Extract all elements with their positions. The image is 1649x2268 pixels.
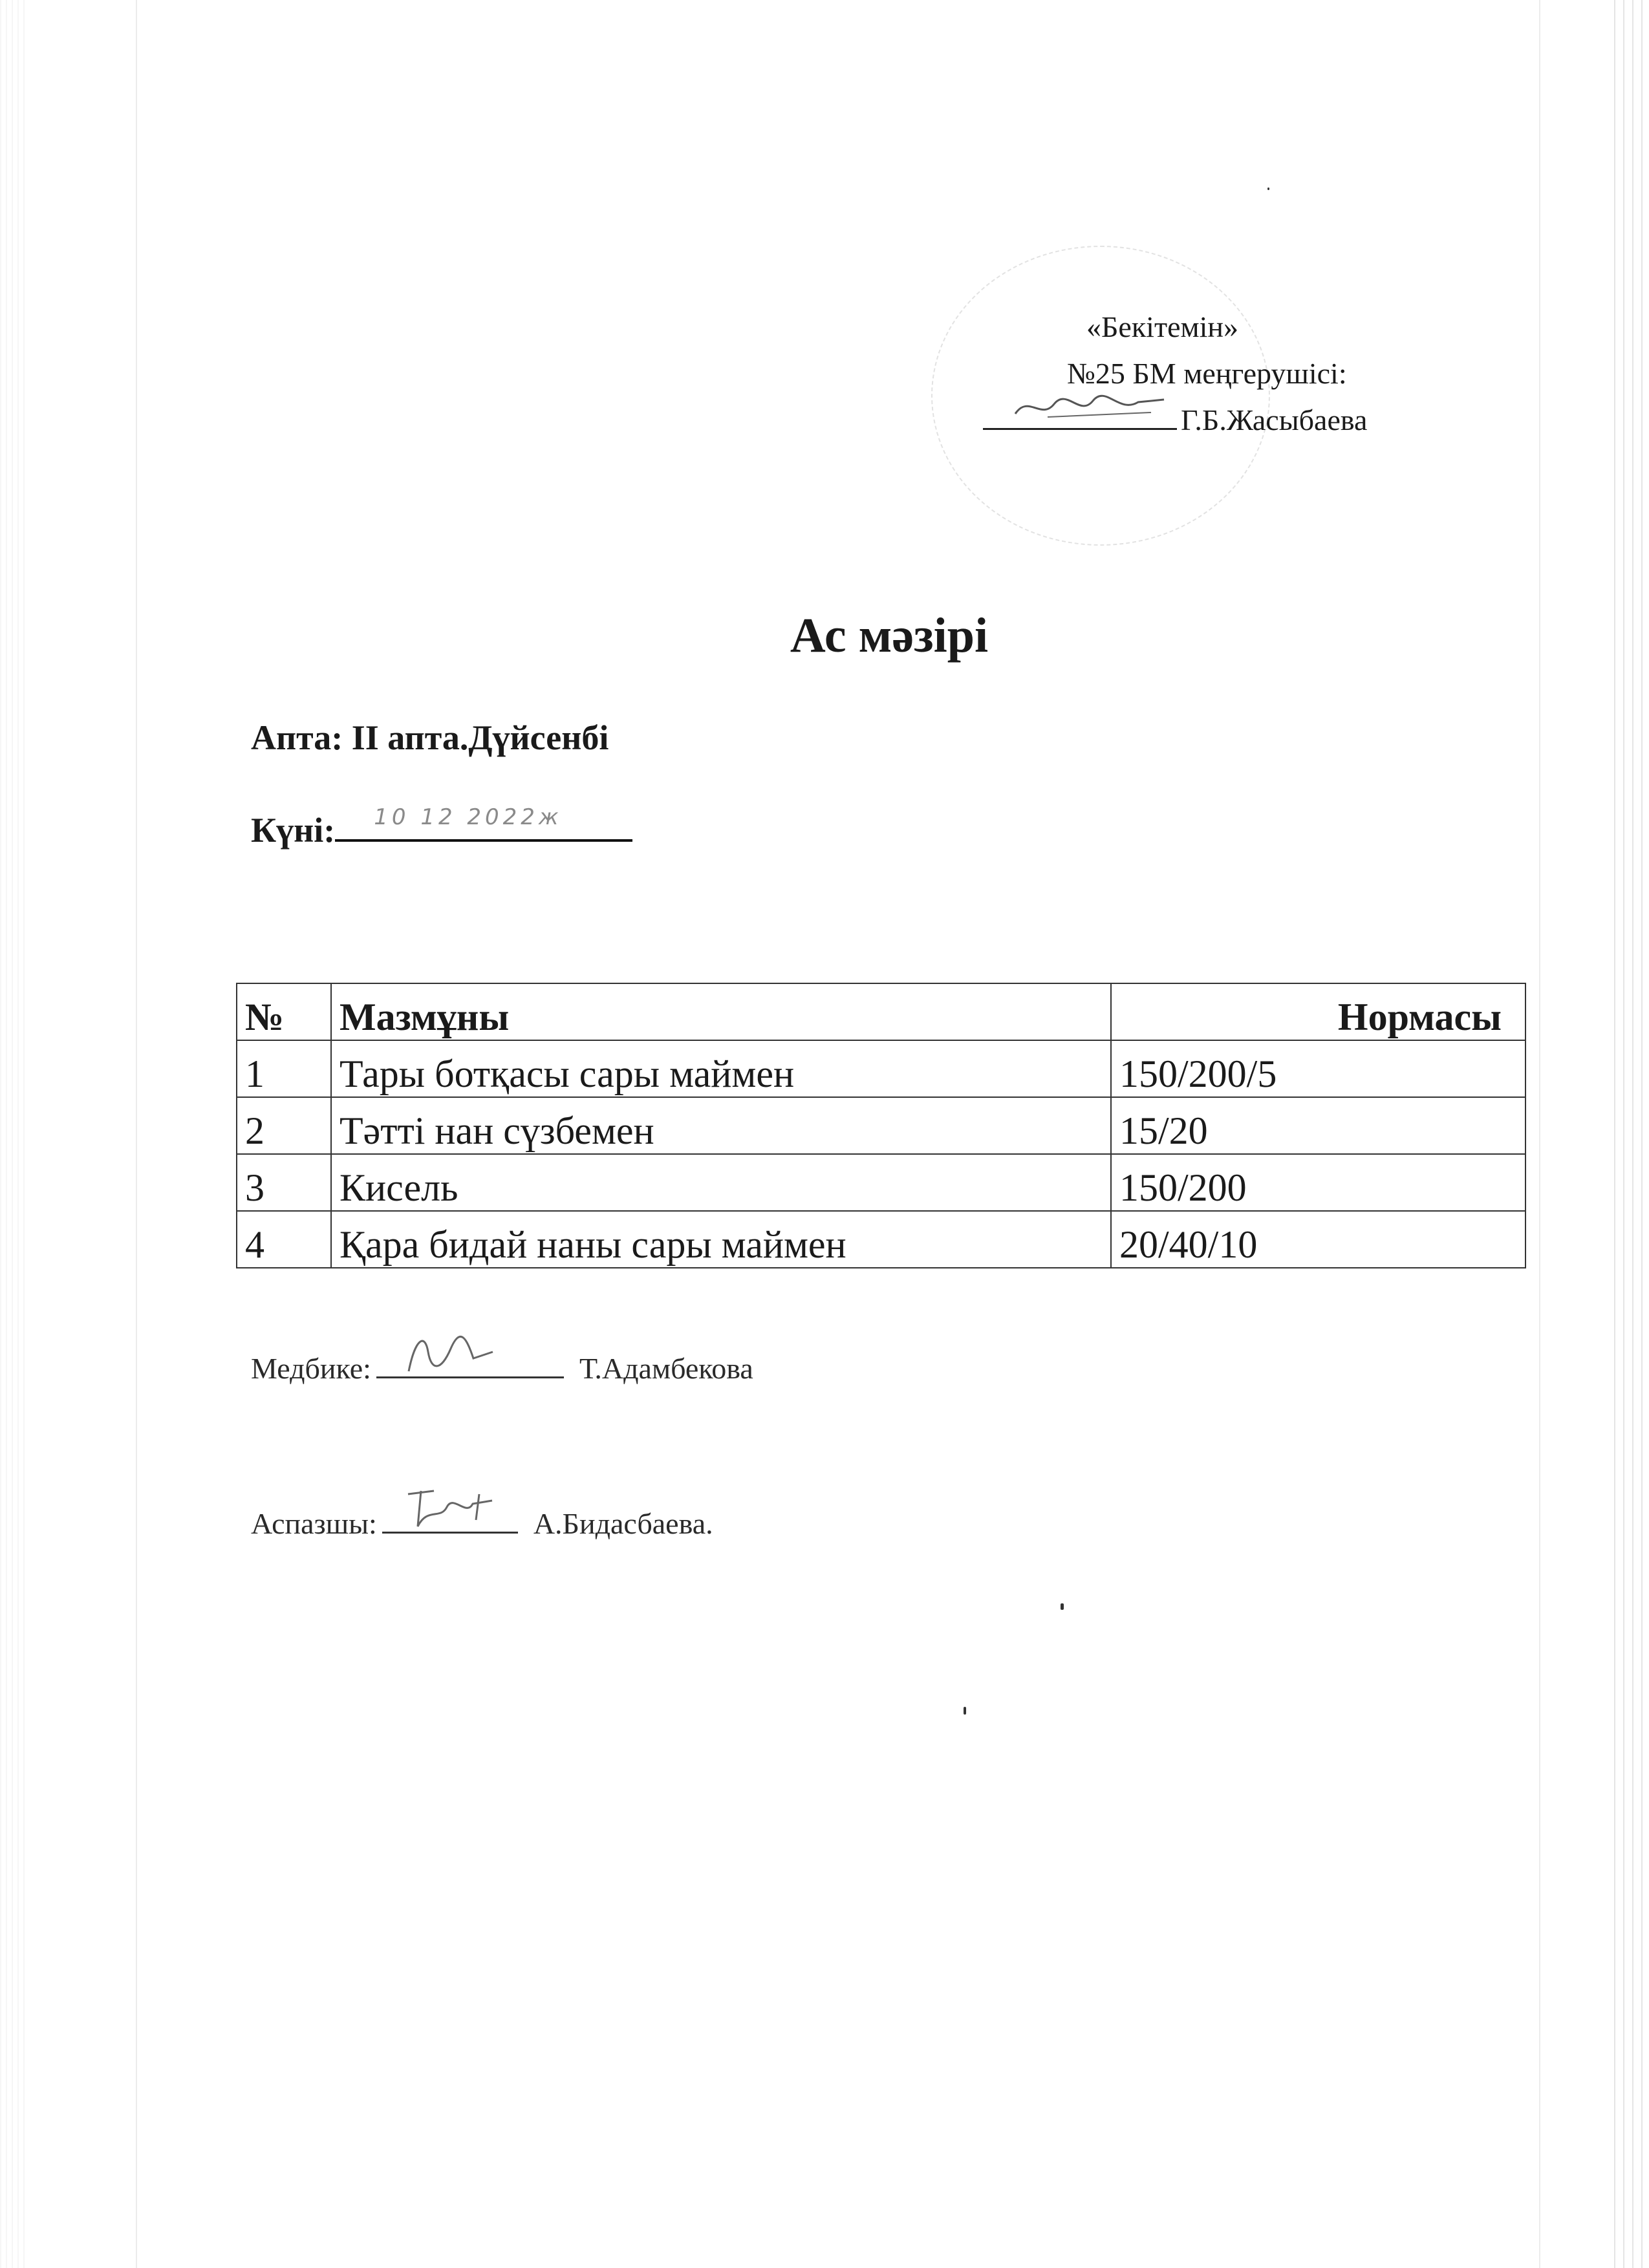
signature-scribble	[395, 1481, 524, 1533]
scan-edge-right	[1610, 0, 1649, 2268]
date-label: Күні:	[251, 811, 336, 850]
nurse-label: Медбике:	[251, 1352, 371, 1385]
row-dish: Қара бидай наны сары маймен	[331, 1211, 1111, 1268]
row-number: 2	[237, 1097, 331, 1154]
signature-scribble	[1009, 388, 1177, 427]
scan-speck	[964, 1707, 966, 1715]
cook-signature	[382, 1503, 518, 1534]
cook-signature-row	[251, 1503, 713, 1541]
row-norm: 150/200	[1111, 1154, 1525, 1211]
row-dish: Кисель	[331, 1154, 1111, 1211]
scan-artifact-line	[136, 0, 137, 2268]
scan-edge-left	[0, 0, 26, 2268]
week-label: Апта: ІІ апта.Дүйсенбі	[251, 718, 609, 757]
approval-signature-row	[983, 397, 1436, 444]
table-header-row	[237, 983, 1525, 1040]
page-title: Ас мәзірі	[790, 608, 989, 663]
row-dish: Тары ботқасы сары маймен	[331, 1040, 1111, 1097]
scan-artifact-line	[1539, 0, 1540, 2268]
table-row	[237, 1154, 1525, 1211]
header-number: №	[237, 983, 331, 1040]
scan-speck	[1267, 187, 1269, 190]
table-row	[237, 1097, 1525, 1154]
row-number: 1	[237, 1040, 331, 1097]
signature-scribble	[389, 1326, 519, 1378]
date-field	[335, 804, 632, 842]
approval-position: №25 БМ меңгерушісі:	[1067, 357, 1347, 390]
director-signature	[983, 400, 1177, 430]
row-dish: Тәтті нан сүзбемен	[331, 1097, 1111, 1154]
nurse-signature-row	[251, 1348, 753, 1385]
row-number: 3	[237, 1154, 331, 1211]
header-content: Мазмұны	[331, 983, 1111, 1040]
row-number: 4	[237, 1211, 331, 1268]
header-norm: Нормасы	[1111, 983, 1525, 1040]
row-norm: 150/200/5	[1111, 1040, 1525, 1097]
director-name: Г.Б.Жасыбаева	[1181, 403, 1368, 436]
approval-heading: «Бекітемін»	[1086, 310, 1238, 343]
row-norm: 20/40/10	[1111, 1211, 1525, 1268]
row-norm: 15/20	[1111, 1097, 1525, 1154]
cook-label: Аспазшы:	[251, 1507, 377, 1540]
scan-speck	[1061, 1603, 1064, 1610]
menu-table	[236, 983, 1526, 1268]
date-row	[251, 804, 632, 850]
approval-block	[983, 304, 1436, 444]
nurse-name: Т.Адамбекова	[579, 1352, 753, 1385]
date-handwritten: 10 12 2022ж	[374, 804, 563, 830]
cook-name: А.Бидасбаева.	[533, 1507, 713, 1540]
table-row	[237, 1211, 1525, 1268]
table-row	[237, 1040, 1525, 1097]
nurse-signature	[376, 1348, 564, 1378]
